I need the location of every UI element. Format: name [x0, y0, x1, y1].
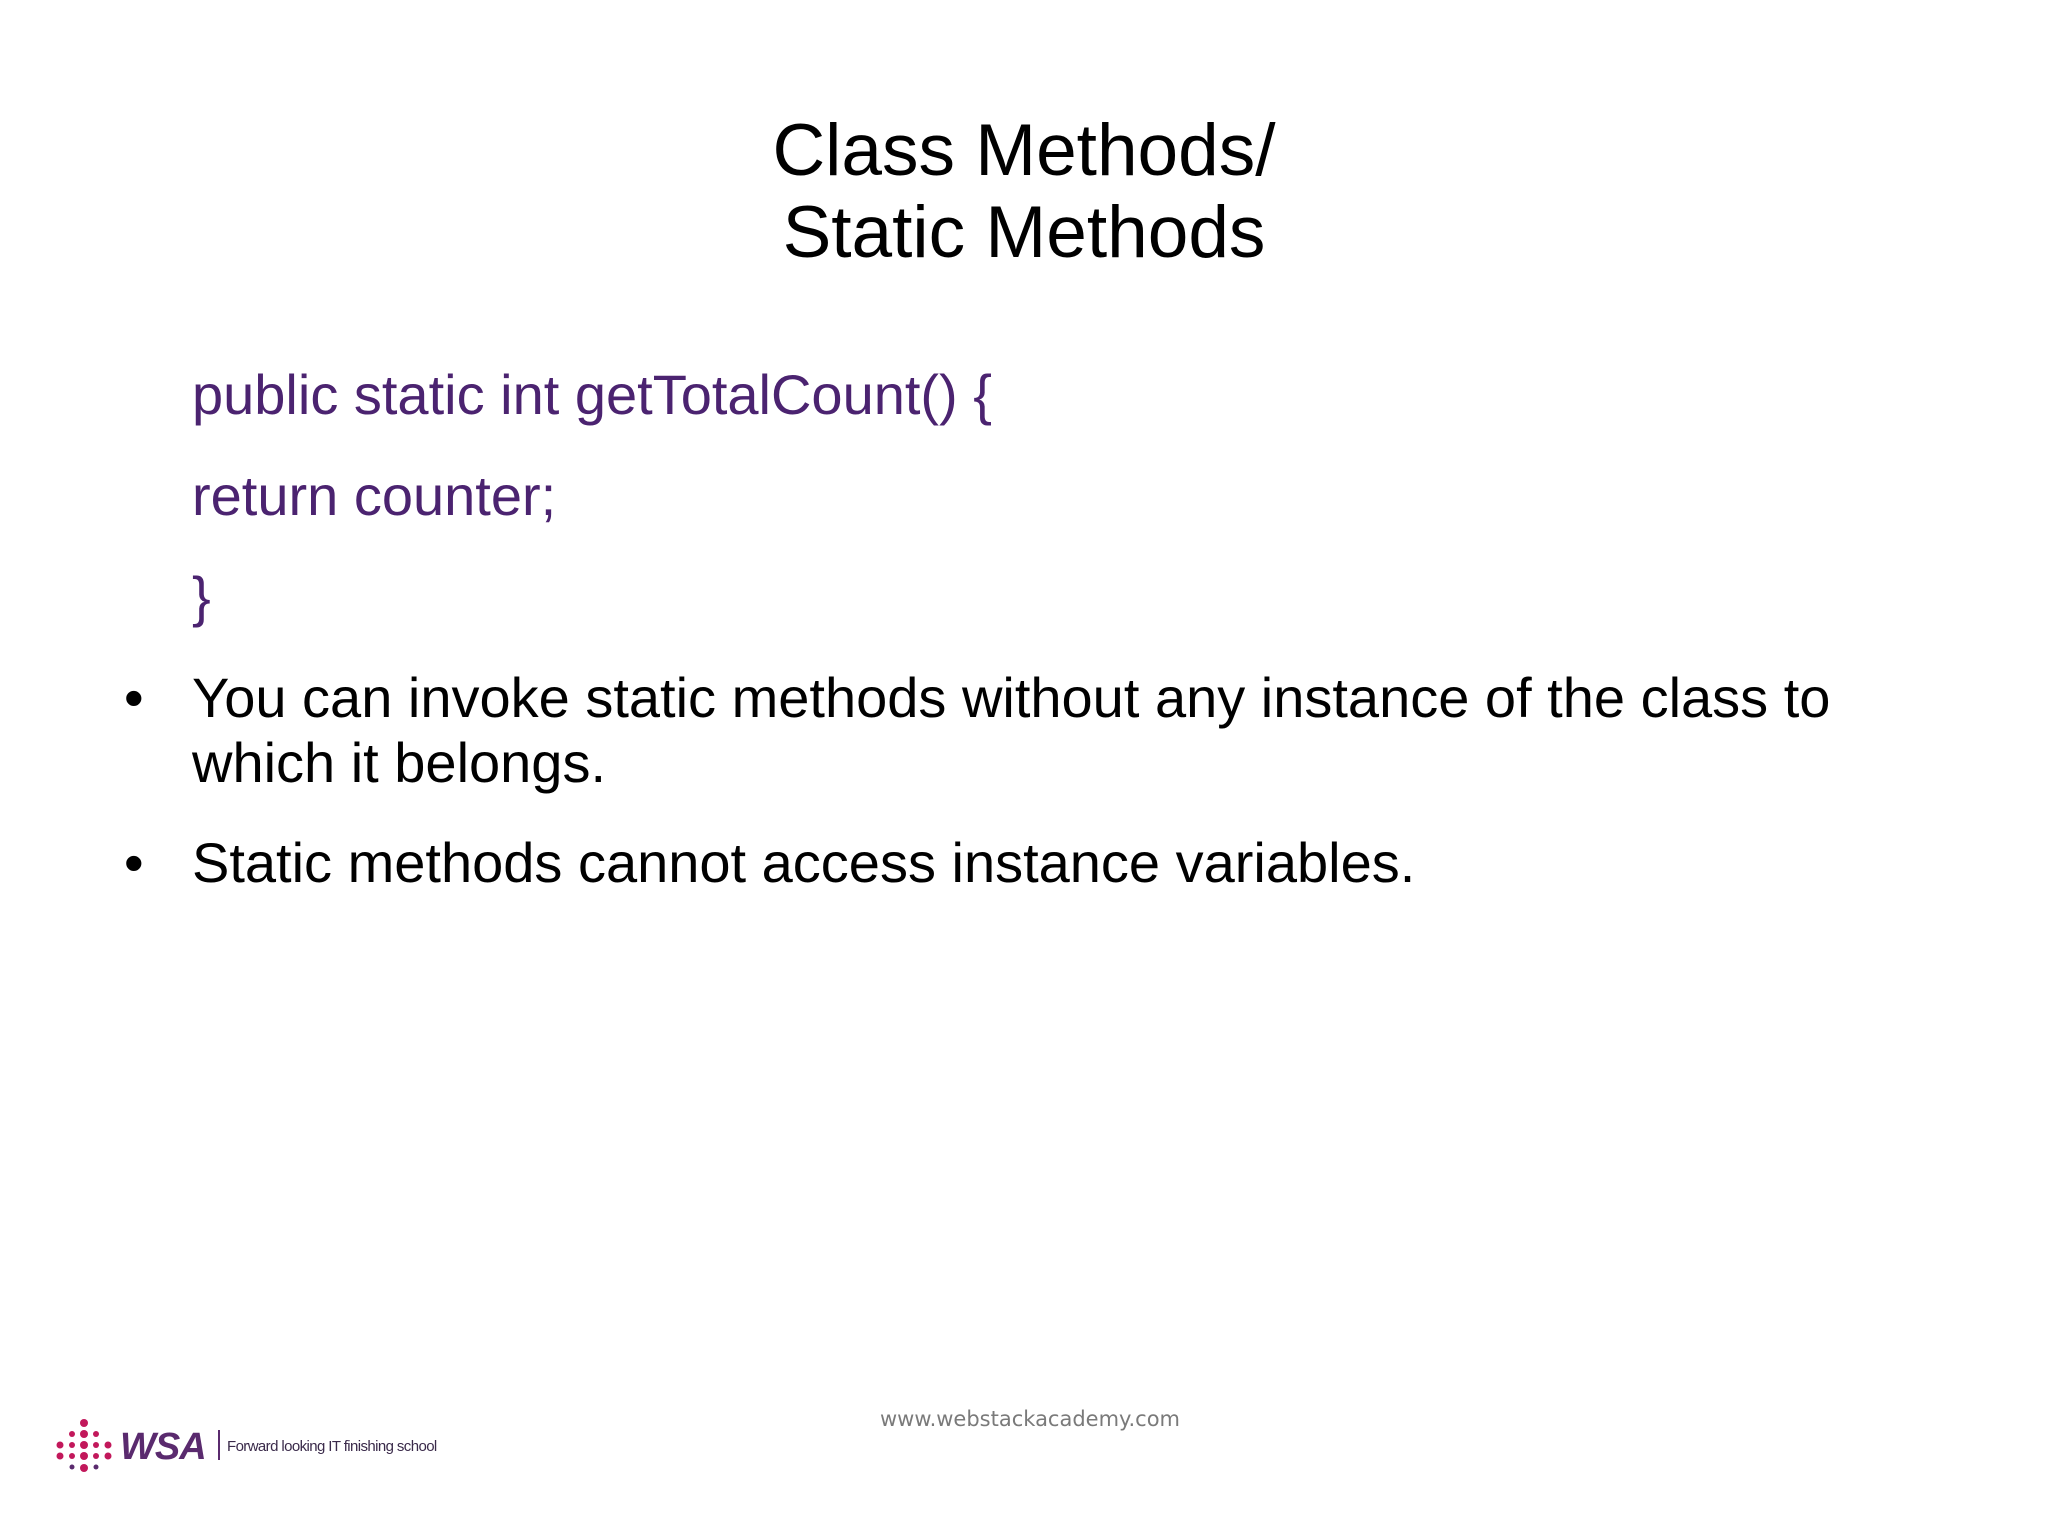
bullet-icon: •	[124, 666, 144, 729]
dot-grid-icon	[54, 1418, 114, 1478]
code-line: return counter;	[192, 464, 557, 527]
bullet-text: You can invoke static methods without any instance of the class to which it belongs.	[192, 666, 1831, 794]
logo-tagline: Forward looking IT finishing school	[227, 1438, 437, 1455]
bullet-item	[0, 665, 1892, 795]
code-line: public static int getTotalCount() {	[192, 363, 992, 426]
bullet-item	[0, 830, 1892, 895]
logo-divider	[218, 1430, 220, 1460]
bullet-text: Static methods cannot access instance variables.	[192, 831, 1416, 894]
wsa-logo	[54, 1418, 454, 1478]
code-block	[192, 360, 1892, 663]
footer-url: www.webstackacademy.com	[879, 1407, 1181, 1431]
bullet-icon: •	[124, 831, 144, 894]
slide-title-line-2: Static Methods	[782, 192, 1266, 273]
code-line: }	[192, 565, 211, 628]
bullet-list	[0, 665, 2048, 930]
slide-title-line-1: Class Methods/	[772, 110, 1276, 191]
logo-text: WSA	[120, 1426, 206, 1468]
slide-title	[0, 110, 2048, 274]
